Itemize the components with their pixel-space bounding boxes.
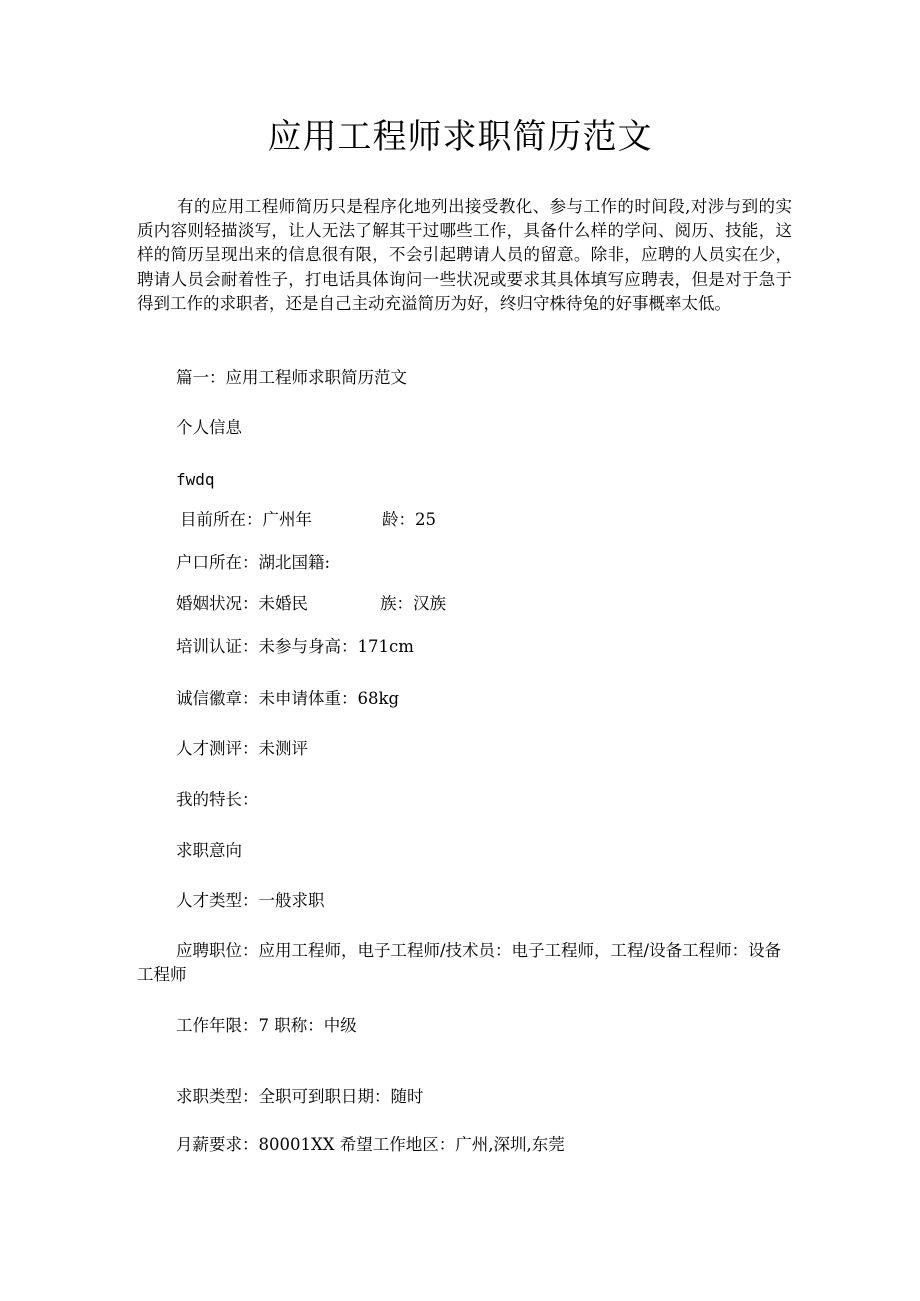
location-label: 目前所在：广州年 [180,510,312,529]
talent-eval-row: 人才测评：未测评 [176,739,308,758]
intention-heading: 求职意向 [176,841,242,860]
training-row: 培训认证：未参与身高：171cm [176,637,414,656]
job-type-row: 求职类型：全职可到职日期：随时 [176,1087,424,1106]
marital-ethnicity-row [176,592,446,616]
personal-info-heading: 个人信息 [176,418,242,437]
experience-row: 工作年限：7 职称：中级 [176,1016,357,1035]
section-heading: 篇一：应用工程师求职简历范文 [176,368,407,387]
marital-label: 婚姻状况：未婚民 [176,594,308,613]
salary-row: 月薪要求：80001XX 希望工作地区：广州,深圳,东莞 [176,1135,565,1154]
document-title: 应用工程师求职简历范文 [267,117,653,157]
position-paragraph: 应聘职位：应用工程师，电子工程师/技术员：电子工程师，工程/设备工程师：设备工程师 [137,941,782,984]
talent-type-row: 人才类型：一般求职 [176,891,325,910]
hukou-row: 户口所在：湖北国籍: [176,553,331,572]
ethnicity-label: 族：汉族 [380,594,446,613]
applicant-name: fwdq [176,470,215,489]
age-label: 龄：25 [382,510,436,529]
location-age-row [180,508,436,532]
specialty-row: 我的特长： [176,790,259,809]
intro-paragraph: 有的应用工程师简历只是程序化地列出接受教化、参与工作的时间段,对涉与到的实质内容则轻描淡写，让人无法了解其干过哪些工作，具备什么样的学问、阅历、技能，这样的简历呈现出来的信息很有限，不会引起聘请人员的留意。除非，应聘的人员实在少，聘请人员会耐着性子，打电话具体询问一些状况或要求其具体填写应聘表，但是对于急于得到工作的求职者，还是自己主动充溢简历为好，终归守株待兔的好事概率太低。 [137,197,792,313]
credit-row: 诚信徽章：未申请体重：68kg [176,689,400,708]
